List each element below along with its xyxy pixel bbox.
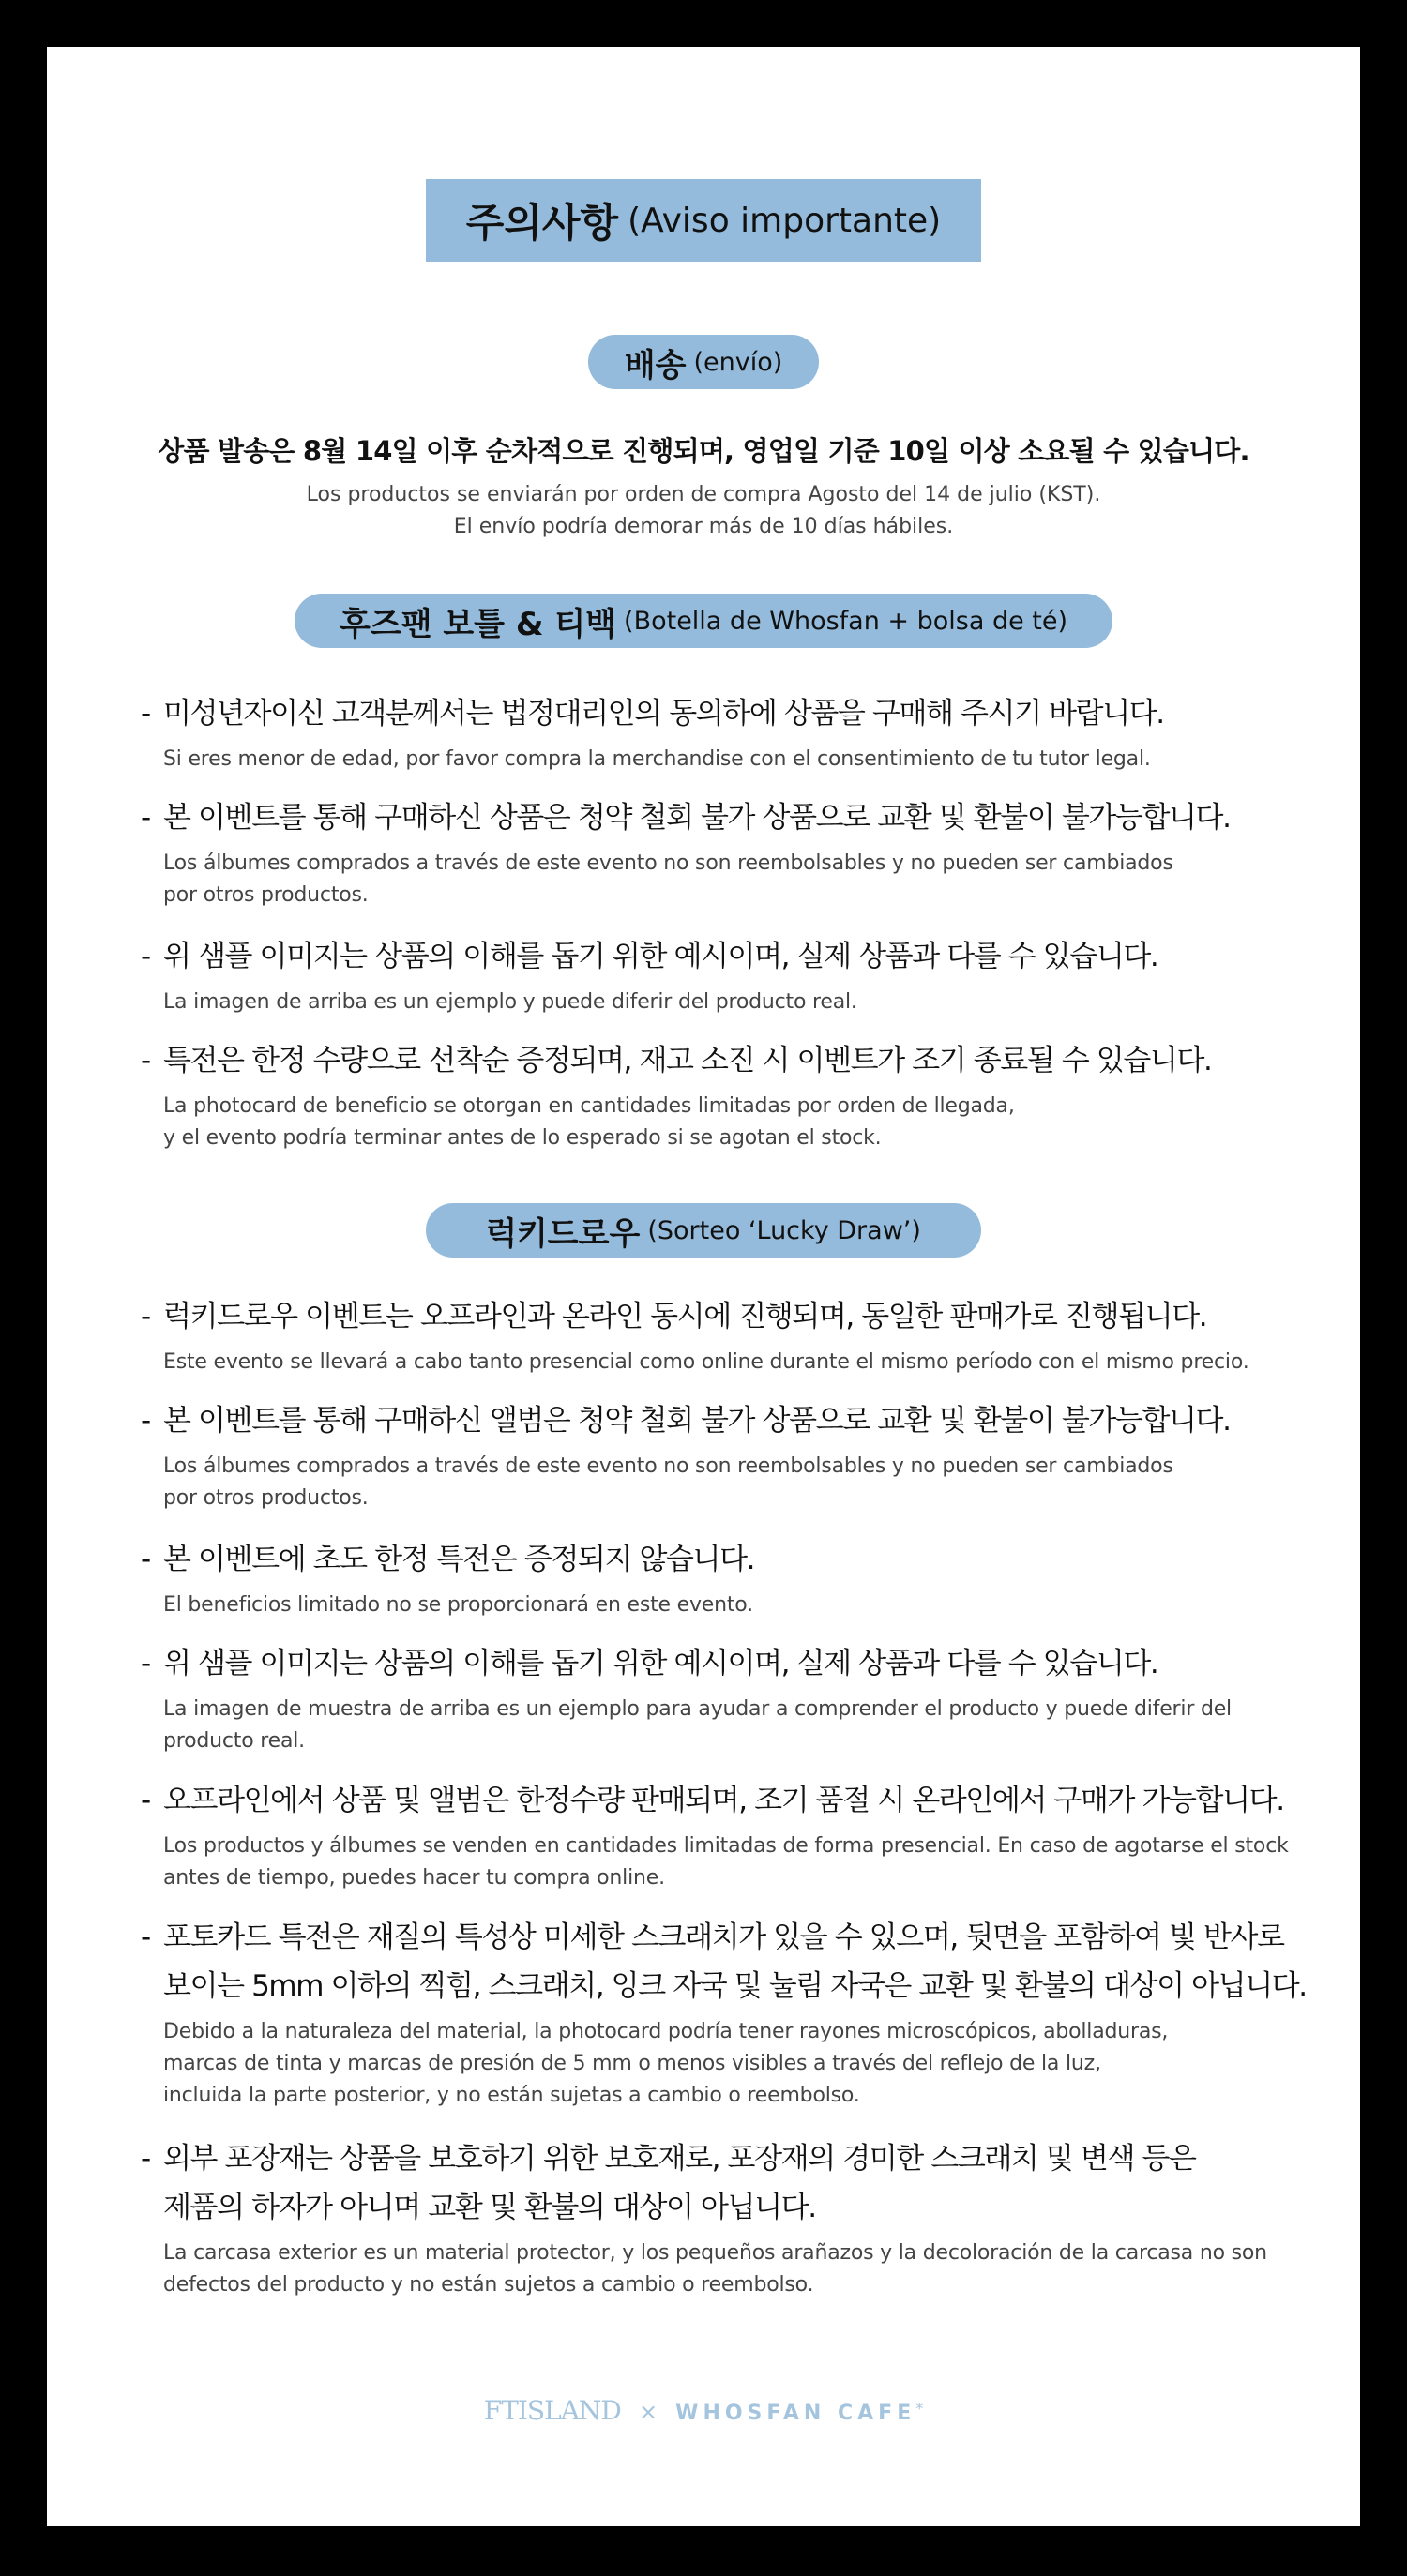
bullet-dash: -	[141, 1044, 150, 1077]
heading-spanish: (Botella de Whosfan + bolsa de té)	[624, 606, 1068, 636]
item-text-spanish: Los álbumes comprados a través de este evento no son reembolsables y no pueden ser cambiados por otros productos.	[163, 1454, 1173, 1510]
heading-korean: 후즈팬 보틀 & 티백	[339, 605, 617, 643]
notice-item	[141, 1292, 1323, 1378]
heading-korean: 배송	[624, 346, 687, 384]
section-heading-shipping	[588, 335, 819, 389]
item-text-korean: 럭키드로우 이벤트는 오프라인과 온라인 동시에 진행되며, 동일한 판매가로 진행됩니다.	[163, 1300, 1207, 1333]
notice-item	[141, 1776, 1323, 1894]
bullet-dash: -	[141, 1543, 150, 1576]
item-text-spanish: Si eres menor de edad, por favor compra la merchandise con el consentimiento de tu tutor legal.	[163, 747, 1151, 771]
shipping-notice-es-line2: El envío podría demorar más de 10 días hábiles.	[453, 515, 954, 538]
item-text-korean: 본 이벤트에 초도 한정 특전은 증정되지 않습니다.	[163, 1543, 755, 1576]
section-heading-bottle	[295, 594, 1112, 648]
item-text-spanish: La carcasa exterior es un material protector, y los pequeños arañazos y la decoloración de la carcasa no son defectos del producto y no están sujetos a cambio o reembolso.	[163, 2241, 1267, 2297]
footer-logos	[47, 2395, 1360, 2426]
item-text-spanish: Este evento se llevará a cabo tanto presencial como online durante el mismo período con el mismo precio.	[163, 1350, 1249, 1374]
notice-page	[47, 47, 1360, 2526]
notice-item	[141, 1535, 1323, 1621]
item-text-korean: 위 샘플 이미지는 상품의 이해를 돕기 위한 예시이며, 실제 상품과 다를 수 있습니다.	[163, 940, 1158, 973]
ftisland-logo: FTISLAND	[483, 2395, 621, 2426]
item-text-korean: 특전은 한정 수량으로 선착순 증정되며, 재고 소진 시 이벤트가 조기 종료될 수 있습니다.	[163, 1044, 1212, 1077]
item-text-spanish: La imagen de muestra de arriba es un ejemplo para ayudar a comprender el producto y puede diferir del producto real.	[163, 1697, 1232, 1753]
bullet-dash: -	[141, 1300, 150, 1333]
item-text-spanish: El beneficios limitado no se proporcionará en este evento.	[163, 1593, 753, 1617]
item-text-korean: 미성년자이신 고객분께서는 법정대리인의 동의하에 상품을 구매해 주시기 바랍니다.	[163, 697, 1164, 731]
collab-separator: ×	[638, 2399, 658, 2425]
bullet-dash: -	[141, 1647, 150, 1680]
section-heading-lucky-draw	[426, 1203, 981, 1258]
item-text-spanish: Debido a la naturaleza del material, la photocard podría tener rayones microscópicos, abolladuras, marcas de tinta y marcas de presión de 5 mm o menos visibles a través del reflejo de la luz, incluida la parte posterior, y no están sujetas a cambio o reembolso.	[163, 2020, 1169, 2107]
item-text-spanish: La photocard de beneficio se otorgan en cantidades limitadas por orden de llegada, y el evento podría terminar antes de lo esperado si se agotan el stock.	[163, 1094, 1015, 1150]
bullet-dash: -	[141, 801, 150, 835]
bullet-dash: -	[141, 697, 150, 731]
notice-item	[141, 1396, 1323, 1514]
item-text-korean: 외부 포장재는 상품을 보호하기 위한 보호재로, 포장재의 경미한 스크래치 및 변색 등은 제품의 하자가 아니며 교환 및 환불의 대상이 아닙니다.	[163, 2142, 1196, 2224]
item-text-korean: 본 이벤트를 통해 구매하신 상품은 청약 철회 불가 상품으로 교환 및 환불이 불가능합니다.	[163, 801, 1231, 835]
item-text-korean: 오프라인에서 상품 및 앨범은 한정수량 판매되며, 조기 품절 시 온라인에서 구매가 가능합니다.	[163, 1784, 1284, 1817]
item-text-korean: 포토카드 특전은 재질의 특성상 미세한 스크래치가 있을 수 있으며, 뒷면을 포함하여 빛 반사로 보이는 5mm 이하의 찍힘, 스크래치, 잉크 자국 및 눌림 자국은 교환 및 환불의 대상이 아닙니다.	[163, 1921, 1307, 2003]
item-text-spanish: Los productos y álbumes se venden en cantidades limitadas de forma presencial. En caso de agotarse el stock antes de tiempo, puedes hacer tu compra online.	[163, 1834, 1289, 1890]
notice-item	[141, 689, 1323, 776]
bullet-dash: -	[141, 1921, 150, 1954]
notice-item	[141, 2134, 1323, 2301]
title-spanish: (Aviso importante)	[628, 201, 942, 240]
item-text-spanish: La imagen de arriba es un ejemplo y puede diferir del producto real.	[163, 990, 857, 1014]
notice-item	[141, 1036, 1323, 1154]
bullet-dash: -	[141, 2142, 150, 2176]
heading-korean: 럭키드로우	[486, 1214, 641, 1253]
whosfan-cafe-logo: WHOSFAN CAFE	[675, 2402, 916, 2425]
bullet-dash: -	[141, 1404, 150, 1438]
page-title	[426, 179, 981, 262]
item-text-korean: 본 이벤트를 통해 구매하신 앨범은 청약 철회 불가 상품으로 교환 및 환불이 불가능합니다.	[163, 1404, 1231, 1438]
bullet-dash: -	[141, 940, 150, 973]
shipping-notice: 상품 발송은 8월 14일 이후 순차적으로 진행되며, 영업일 기준 10일 이상 소요될 수 있습니다.	[158, 435, 1249, 467]
item-text-spanish: Los álbumes comprados a través de este evento no son reembolsables y no pueden ser cambiados por otros productos.	[163, 851, 1173, 907]
shipping-notice-es-line1: Los productos se enviarán por orden de compra Agosto del 14 de julio (KST).	[306, 483, 1101, 506]
title-korean: 주의사항	[465, 200, 619, 246]
notice-item	[141, 1639, 1323, 1757]
item-text-korean: 위 샘플 이미지는 상품의 이해를 돕기 위한 예시이며, 실제 상품과 다를 수 있습니다.	[163, 1647, 1158, 1680]
notice-item	[141, 793, 1323, 911]
heading-spanish: (Sorteo ‘Lucky Draw’)	[647, 1215, 921, 1245]
heading-spanish: (envío)	[693, 347, 783, 377]
notice-item	[141, 1913, 1323, 2112]
notice-item	[141, 932, 1323, 1018]
bullet-dash: -	[141, 1784, 150, 1817]
logo-mark-icon: *	[915, 2399, 924, 2418]
